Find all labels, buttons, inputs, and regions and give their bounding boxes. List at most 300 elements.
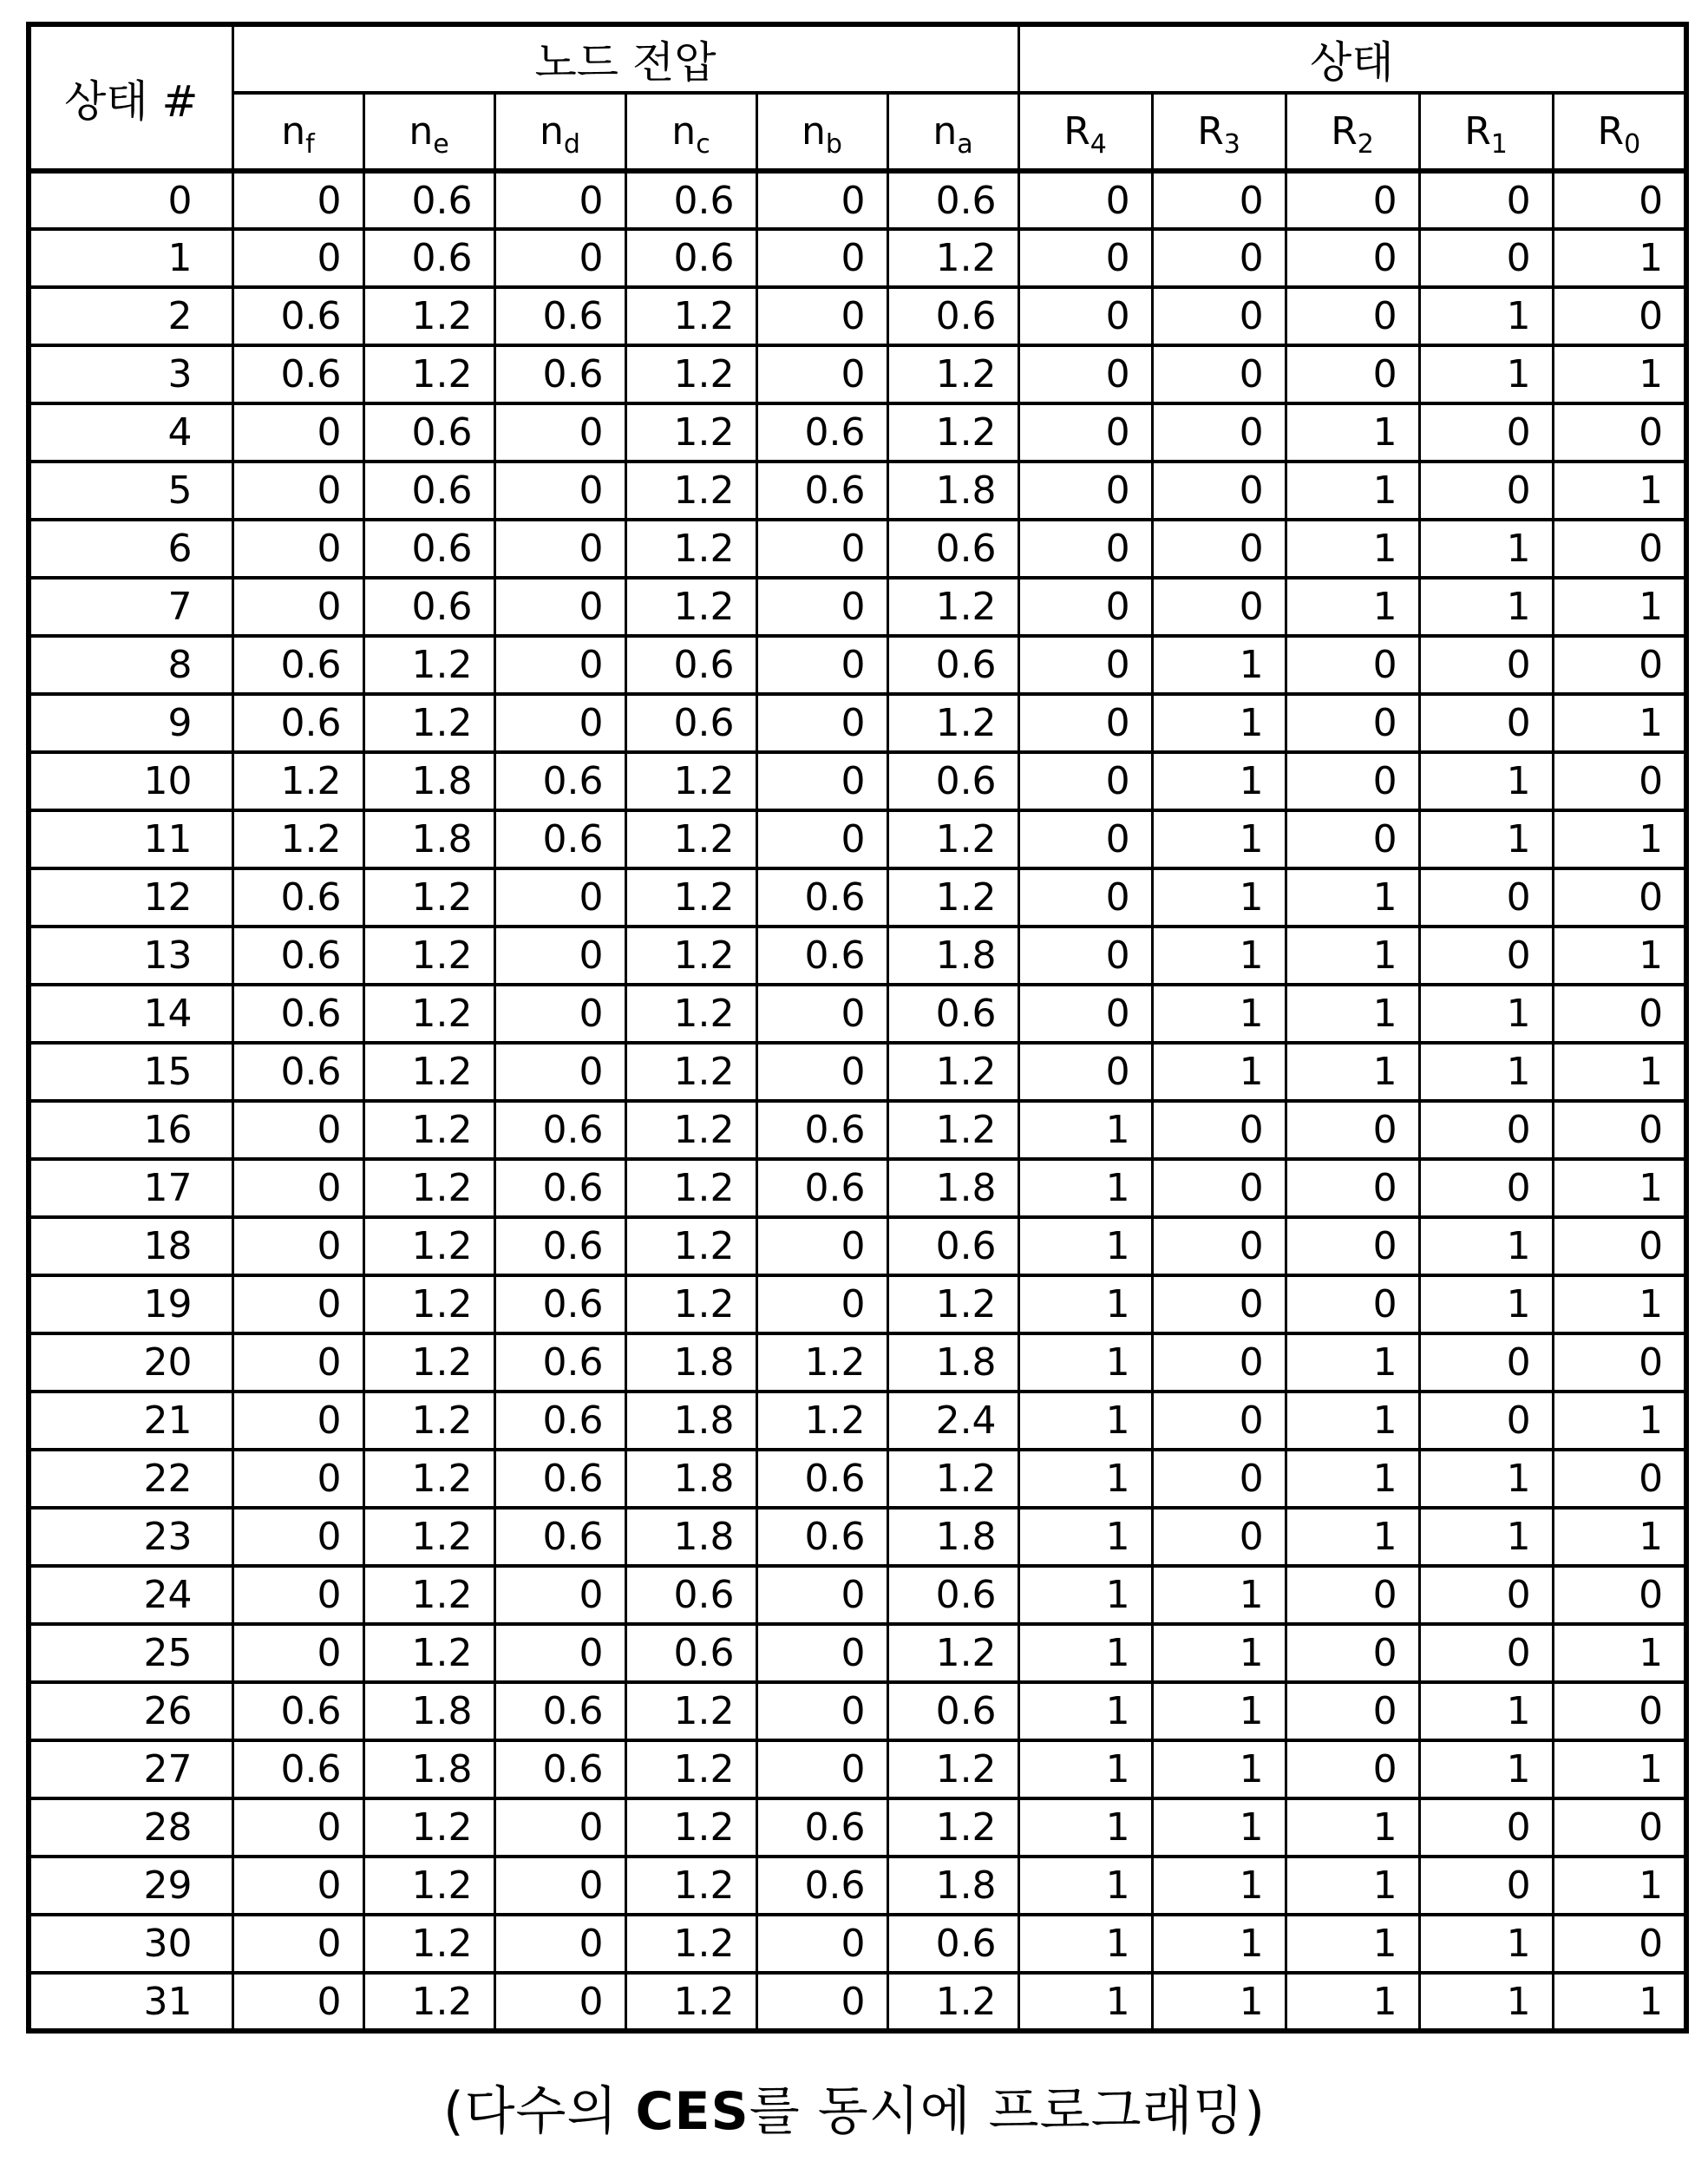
cell-R2: 1 [1286, 927, 1419, 985]
cell-state-number: 19 [29, 1275, 232, 1333]
cell-R4: 0 [1018, 345, 1152, 403]
cell-R4: 0 [1018, 287, 1152, 345]
cell-R2: 0 [1286, 636, 1419, 694]
cell-R2: 1 [1286, 403, 1419, 462]
cell-nb: 0.6 [756, 1508, 887, 1566]
cell-state-number: 28 [29, 1798, 232, 1857]
cell-nb: 0.6 [756, 1857, 887, 1915]
cell-nf: 1.2 [232, 810, 363, 868]
cell-na: 1.2 [887, 868, 1018, 927]
corner-header-state-number: 상태 # [29, 24, 232, 171]
cell-nc: 1.2 [625, 462, 756, 520]
table-row [29, 1508, 1686, 1566]
cell-nf: 0 [232, 1915, 363, 1973]
cell-R2: 0 [1286, 1159, 1419, 1217]
cell-nd: 0.6 [494, 1450, 625, 1508]
cell-nc: 1.2 [625, 1043, 756, 1101]
cell-R1: 1 [1419, 1043, 1553, 1101]
cell-R4: 0 [1018, 229, 1152, 287]
table-row [29, 520, 1686, 578]
cell-nd: 0 [494, 1973, 625, 2031]
cell-ne: 0.6 [363, 520, 494, 578]
cell-nd: 0.6 [494, 752, 625, 810]
cell-R0: 0 [1553, 1566, 1686, 1624]
cell-R0: 0 [1553, 520, 1686, 578]
cell-nf: 0 [232, 1857, 363, 1915]
cell-R4: 1 [1018, 1333, 1152, 1392]
cell-R1: 1 [1419, 985, 1553, 1043]
cell-R1: 1 [1419, 1915, 1553, 1973]
cell-nc: 1.2 [625, 868, 756, 927]
cell-nd: 0.6 [494, 1101, 625, 1159]
column-header-nd: $n_d$ [494, 93, 625, 171]
table-row [29, 927, 1686, 985]
cell-R2: 0 [1286, 229, 1419, 287]
cell-nb: 1.2 [756, 1392, 887, 1450]
cell-R4: 1 [1018, 1450, 1152, 1508]
cell-na: 0.6 [887, 1682, 1018, 1740]
cell-R0: 0 [1553, 1682, 1686, 1740]
cell-na: 1.8 [887, 1159, 1018, 1217]
cell-R1: 0 [1419, 636, 1553, 694]
cell-nf: 0 [232, 403, 363, 462]
cell-R2: 1 [1286, 1392, 1419, 1450]
cell-R4: 0 [1018, 520, 1152, 578]
cell-na: 1.2 [887, 810, 1018, 868]
cell-ne: 1.2 [363, 1915, 494, 1973]
cell-R2: 0 [1286, 1682, 1419, 1740]
column-header-ne: $n_e$ [363, 93, 494, 171]
cell-nc: 1.2 [625, 578, 756, 636]
cell-state-number: 9 [29, 694, 232, 752]
cell-R2: 0 [1286, 1566, 1419, 1624]
cell-R4: 1 [1018, 1217, 1152, 1275]
cell-nd: 0.6 [494, 1392, 625, 1450]
cell-state-number: 10 [29, 752, 232, 810]
cell-R3: 0 [1152, 287, 1286, 345]
cell-R3: 0 [1152, 1275, 1286, 1333]
column-header-R2: $R_2$ [1286, 93, 1419, 171]
cell-nb: 0 [756, 985, 887, 1043]
cell-nd: 0 [494, 927, 625, 985]
column-header-nb: $n_b$ [756, 93, 887, 171]
table-body [29, 171, 1686, 2031]
cell-state-number: 12 [29, 868, 232, 927]
cell-na: 1.2 [887, 1275, 1018, 1333]
cell-nc: 0.6 [625, 229, 756, 287]
cell-R1: 0 [1419, 1566, 1553, 1624]
cell-nf: 0 [232, 171, 363, 229]
cell-state-number: 26 [29, 1682, 232, 1740]
table-row [29, 752, 1686, 810]
cell-nd: 0 [494, 520, 625, 578]
cell-nb: 0 [756, 694, 887, 752]
cell-R2: 0 [1286, 1740, 1419, 1798]
cell-ne: 1.8 [363, 1740, 494, 1798]
table-row [29, 1798, 1686, 1857]
cell-nf: 0 [232, 462, 363, 520]
cell-R0: 1 [1553, 578, 1686, 636]
cell-nf: 0.6 [232, 985, 363, 1043]
cell-na: 1.2 [887, 1450, 1018, 1508]
cell-R3: 1 [1152, 1566, 1286, 1624]
cell-ne: 1.2 [363, 345, 494, 403]
cell-ne: 1.8 [363, 1682, 494, 1740]
cell-R3: 0 [1152, 229, 1286, 287]
cell-R0: 0 [1553, 1101, 1686, 1159]
cell-nf: 0 [232, 1101, 363, 1159]
cell-nf: 0.6 [232, 636, 363, 694]
cell-nb: 0 [756, 1566, 887, 1624]
cell-nc: 0.6 [625, 694, 756, 752]
cell-R0: 1 [1553, 1392, 1686, 1450]
cell-R4: 1 [1018, 1566, 1152, 1624]
cell-na: 1.2 [887, 1101, 1018, 1159]
cell-na: 0.6 [887, 985, 1018, 1043]
cell-R2: 1 [1286, 1857, 1419, 1915]
cell-R2: 1 [1286, 578, 1419, 636]
cell-R0: 1 [1553, 810, 1686, 868]
cell-na: 1.8 [887, 1508, 1018, 1566]
cell-nb: 0 [756, 1217, 887, 1275]
cell-R3: 1 [1152, 752, 1286, 810]
cell-nd: 0 [494, 462, 625, 520]
cell-state-number: 27 [29, 1740, 232, 1798]
cell-R1: 0 [1419, 1333, 1553, 1392]
cell-R0: 0 [1553, 636, 1686, 694]
table-row [29, 1740, 1686, 1798]
cell-R2: 1 [1286, 1450, 1419, 1508]
cell-R1: 0 [1419, 462, 1553, 520]
table-row [29, 171, 1686, 229]
cell-ne: 1.2 [363, 1333, 494, 1392]
cell-ne: 0.6 [363, 171, 494, 229]
cell-R0: 0 [1553, 403, 1686, 462]
cell-R2: 1 [1286, 520, 1419, 578]
table-row [29, 1973, 1686, 2031]
cell-R1: 1 [1419, 287, 1553, 345]
cell-nc: 0.6 [625, 636, 756, 694]
cell-nf: 0 [232, 1624, 363, 1682]
cell-state-number: 17 [29, 1159, 232, 1217]
cell-state-number: 0 [29, 171, 232, 229]
cell-nb: 0 [756, 810, 887, 868]
cell-R0: 0 [1553, 287, 1686, 345]
cell-na: 2.4 [887, 1392, 1018, 1450]
table-header [29, 24, 1686, 171]
cell-ne: 1.2 [363, 868, 494, 927]
cell-nf: 0 [232, 1450, 363, 1508]
cell-nc: 1.2 [625, 1973, 756, 2031]
cell-R4: 0 [1018, 578, 1152, 636]
cell-R0: 1 [1553, 1857, 1686, 1915]
cell-ne: 1.2 [363, 1566, 494, 1624]
cell-ne: 1.8 [363, 810, 494, 868]
cell-nb: 0 [756, 578, 887, 636]
cell-ne: 1.2 [363, 1508, 494, 1566]
cell-R4: 1 [1018, 1508, 1152, 1566]
cell-R4: 0 [1018, 985, 1152, 1043]
cell-R3: 1 [1152, 1740, 1286, 1798]
cell-na: 1.2 [887, 578, 1018, 636]
cell-R3: 0 [1152, 1450, 1286, 1508]
cell-ne: 1.2 [363, 1159, 494, 1217]
cell-R3: 1 [1152, 927, 1286, 985]
table-row [29, 287, 1686, 345]
cell-nd: 0.6 [494, 1682, 625, 1740]
cell-R4: 0 [1018, 927, 1152, 985]
cell-R1: 1 [1419, 345, 1553, 403]
cell-na: 0.6 [887, 1217, 1018, 1275]
cell-ne: 1.2 [363, 287, 494, 345]
cell-na: 1.2 [887, 1973, 1018, 2031]
table-row [29, 636, 1686, 694]
cell-na: 1.8 [887, 1333, 1018, 1392]
cell-na: 0.6 [887, 171, 1018, 229]
cell-nc: 1.2 [625, 520, 756, 578]
cell-state-number: 8 [29, 636, 232, 694]
group-header-state: 상태 [1018, 24, 1686, 93]
cell-state-number: 30 [29, 1915, 232, 1973]
cell-R1: 0 [1419, 1857, 1553, 1915]
cell-R2: 0 [1286, 1217, 1419, 1275]
cell-R1: 0 [1419, 1624, 1553, 1682]
cell-R3: 0 [1152, 462, 1286, 520]
table-row [29, 1566, 1686, 1624]
cell-R4: 0 [1018, 403, 1152, 462]
group-header-row [29, 24, 1686, 93]
cell-nb: 0 [756, 1043, 887, 1101]
cell-state-number: 15 [29, 1043, 232, 1101]
cell-R2: 0 [1286, 1101, 1419, 1159]
cell-nb: 0 [756, 1624, 887, 1682]
cell-nf: 0 [232, 1566, 363, 1624]
cell-R0: 0 [1553, 1798, 1686, 1857]
cell-nc: 1.2 [625, 1217, 756, 1275]
cell-R1: 0 [1419, 1798, 1553, 1857]
cell-nd: 0.6 [494, 1159, 625, 1217]
cell-nc: 1.2 [625, 1159, 756, 1217]
cell-R1: 0 [1419, 1101, 1553, 1159]
table-row [29, 229, 1686, 287]
cell-nb: 0 [756, 636, 887, 694]
cell-R0: 1 [1553, 1740, 1686, 1798]
cell-R3: 0 [1152, 520, 1286, 578]
page [0, 22, 1708, 2181]
cell-nb: 0.6 [756, 462, 887, 520]
cell-R4: 0 [1018, 462, 1152, 520]
cell-R3: 0 [1152, 345, 1286, 403]
cell-nb: 0.6 [756, 868, 887, 927]
cell-R2: 0 [1286, 1275, 1419, 1333]
cell-R0: 1 [1553, 229, 1686, 287]
cell-R4: 0 [1018, 636, 1152, 694]
table-row [29, 1624, 1686, 1682]
cell-R3: 1 [1152, 1973, 1286, 2031]
cell-R3: 1 [1152, 1857, 1286, 1915]
cell-R2: 0 [1286, 171, 1419, 229]
cell-R4: 1 [1018, 1798, 1152, 1857]
cell-R1: 1 [1419, 752, 1553, 810]
cell-state-number: 23 [29, 1508, 232, 1566]
cell-nd: 0 [494, 636, 625, 694]
cell-state-number: 18 [29, 1217, 232, 1275]
cell-ne: 0.6 [363, 462, 494, 520]
cell-R1: 1 [1419, 1450, 1553, 1508]
cell-ne: 1.2 [363, 1217, 494, 1275]
column-header-nc: $n_c$ [625, 93, 756, 171]
cell-nf: 0 [232, 578, 363, 636]
cell-nc: 1.2 [625, 927, 756, 985]
cell-nf: 0 [232, 1333, 363, 1392]
cell-R3: 1 [1152, 1682, 1286, 1740]
cell-nc: 1.2 [625, 345, 756, 403]
cell-na: 0.6 [887, 520, 1018, 578]
cell-nc: 1.2 [625, 403, 756, 462]
cell-R4: 1 [1018, 1682, 1152, 1740]
cell-ne: 0.6 [363, 403, 494, 462]
cell-R0: 1 [1553, 1973, 1686, 2031]
caption-suffix: 를 동시에 프로그래밍) [749, 2081, 1266, 2142]
cell-R4: 1 [1018, 1740, 1152, 1798]
cell-nb: 0 [756, 229, 887, 287]
cell-R3: 0 [1152, 171, 1286, 229]
cell-nd: 0 [494, 1624, 625, 1682]
cell-nb: 0 [756, 1915, 887, 1973]
cell-R2: 1 [1286, 1915, 1419, 1973]
cell-R1: 0 [1419, 868, 1553, 927]
cell-R0: 1 [1553, 1624, 1686, 1682]
cell-R4: 1 [1018, 1159, 1152, 1217]
cell-R4: 0 [1018, 868, 1152, 927]
cell-R3: 0 [1152, 1508, 1286, 1566]
cell-R2: 1 [1286, 868, 1419, 927]
column-header-R4: $R_4$ [1018, 93, 1152, 171]
cell-R1: 0 [1419, 1392, 1553, 1450]
cell-nc: 1.2 [625, 1798, 756, 1857]
cell-R0: 1 [1553, 1043, 1686, 1101]
cell-R4: 0 [1018, 810, 1152, 868]
cell-R1: 1 [1419, 1973, 1553, 2031]
cell-R1: 1 [1419, 520, 1553, 578]
cell-na: 0.6 [887, 636, 1018, 694]
cell-ne: 1.2 [363, 1798, 494, 1857]
cell-na: 1.2 [887, 229, 1018, 287]
cell-state-number: 29 [29, 1857, 232, 1915]
cell-R2: 0 [1286, 752, 1419, 810]
cell-R2: 1 [1286, 985, 1419, 1043]
table-row [29, 810, 1686, 868]
cell-R3: 0 [1152, 1392, 1286, 1450]
cell-nf: 0 [232, 520, 363, 578]
cell-nd: 0.6 [494, 1217, 625, 1275]
cell-R3: 0 [1152, 1101, 1286, 1159]
cell-nf: 0.6 [232, 694, 363, 752]
cell-nc: 1.8 [625, 1508, 756, 1566]
cell-ne: 1.2 [363, 1857, 494, 1915]
cell-nc: 1.2 [625, 1740, 756, 1798]
cell-nb: 0 [756, 287, 887, 345]
cell-nc: 1.2 [625, 1857, 756, 1915]
cell-nb: 0 [756, 1973, 887, 2031]
cell-state-number: 11 [29, 810, 232, 868]
cell-nb: 0.6 [756, 403, 887, 462]
cell-R3: 0 [1152, 578, 1286, 636]
cell-R2: 1 [1286, 1508, 1419, 1566]
cell-na: 1.2 [887, 1624, 1018, 1682]
cell-nb: 0 [756, 171, 887, 229]
table-row [29, 578, 1686, 636]
cell-nb: 0.6 [756, 1159, 887, 1217]
cell-R0: 0 [1553, 1450, 1686, 1508]
cell-nf: 0 [232, 1275, 363, 1333]
cell-nc: 1.2 [625, 1101, 756, 1159]
cell-R0: 1 [1553, 345, 1686, 403]
caption-prefix: (다수의 [443, 2081, 636, 2142]
cell-na: 1.2 [887, 694, 1018, 752]
cell-R1: 1 [1419, 810, 1553, 868]
cell-R1: 0 [1419, 229, 1553, 287]
cell-R3: 1 [1152, 1624, 1286, 1682]
cell-R0: 0 [1553, 985, 1686, 1043]
cell-nd: 0 [494, 229, 625, 287]
cell-R4: 1 [1018, 1915, 1152, 1973]
table-row [29, 1217, 1686, 1275]
cell-R1: 1 [1419, 1217, 1553, 1275]
cell-R3: 1 [1152, 636, 1286, 694]
cell-state-number: 21 [29, 1392, 232, 1450]
cell-nb: 0 [756, 1740, 887, 1798]
cell-R3: 1 [1152, 694, 1286, 752]
cell-na: 1.2 [887, 1043, 1018, 1101]
cell-nd: 0 [494, 171, 625, 229]
cell-R4: 0 [1018, 694, 1152, 752]
table-row [29, 1275, 1686, 1333]
cell-nd: 0 [494, 1915, 625, 1973]
cell-nd: 0.6 [494, 1333, 625, 1392]
cell-nc: 1.2 [625, 985, 756, 1043]
cell-R0: 0 [1553, 752, 1686, 810]
cell-na: 1.8 [887, 462, 1018, 520]
cell-state-number: 31 [29, 1973, 232, 2031]
cell-R0: 1 [1553, 1508, 1686, 1566]
table-row [29, 1159, 1686, 1217]
cell-R1: 1 [1419, 1275, 1553, 1333]
table-row [29, 1682, 1686, 1740]
cell-nd: 0.6 [494, 1508, 625, 1566]
table-row [29, 1915, 1686, 1973]
cell-nf: 0.6 [232, 1043, 363, 1101]
cell-nb: 0 [756, 1682, 887, 1740]
cell-nb: 0.6 [756, 1798, 887, 1857]
cell-state-number: 22 [29, 1450, 232, 1508]
cell-R3: 1 [1152, 985, 1286, 1043]
cell-nd: 0 [494, 1798, 625, 1857]
cell-nc: 1.2 [625, 810, 756, 868]
cell-R2: 0 [1286, 1624, 1419, 1682]
cell-R0: 0 [1553, 1915, 1686, 1973]
cell-R0: 1 [1553, 694, 1686, 752]
cell-R0: 0 [1553, 1217, 1686, 1275]
cell-nc: 1.2 [625, 1682, 756, 1740]
cell-nb: 0 [756, 752, 887, 810]
cell-na: 1.2 [887, 345, 1018, 403]
table-row [29, 345, 1686, 403]
column-header-nf: $n_f$ [232, 93, 363, 171]
cell-R2: 1 [1286, 1333, 1419, 1392]
cell-R0: 1 [1553, 1275, 1686, 1333]
cell-nc: 0.6 [625, 1624, 756, 1682]
